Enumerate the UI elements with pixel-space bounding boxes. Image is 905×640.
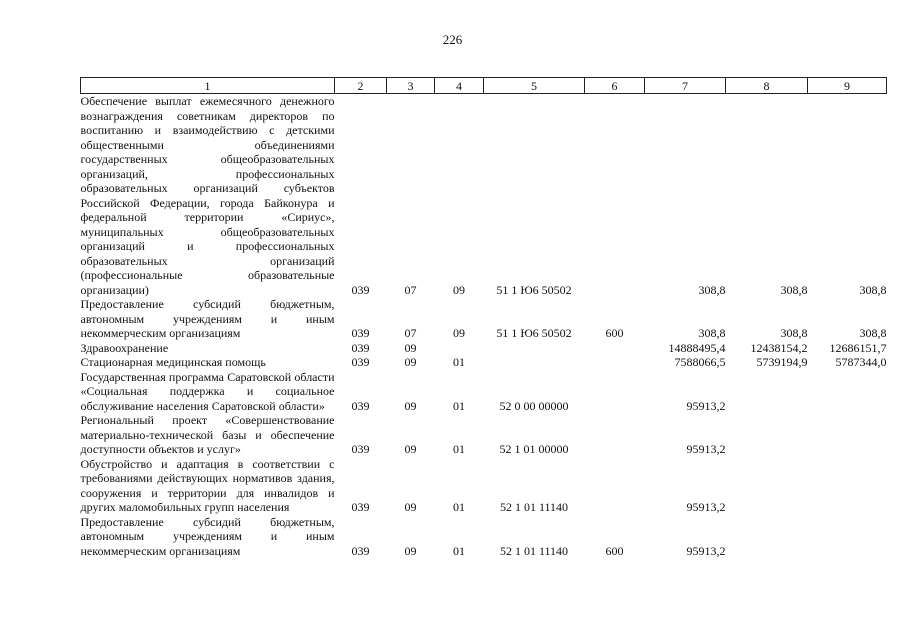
amount-year-1: 95913,2 [686, 500, 726, 514]
target-article-code: 52 1 01 11140 [499, 500, 569, 514]
amount-year-2 [726, 370, 808, 414]
ministry-code: 039 [351, 398, 370, 413]
target-article-code: 51 1 Ю6 50502 [496, 326, 572, 340]
table-row [81, 341, 887, 356]
amount-year-3 [808, 370, 887, 414]
subsection-code: 01 [453, 543, 465, 558]
page-number: 226 [442, 32, 463, 47]
amount-year-3 [808, 413, 887, 457]
target-article-code [484, 355, 585, 370]
section-code: 09 [404, 500, 417, 514]
ministry-code: 039 [351, 355, 370, 369]
expense-type-code: 600 [605, 543, 624, 558]
amount-year-3: 308,8 [859, 326, 887, 340]
subsection-code: 01 [453, 500, 465, 514]
ministry-code: 039 [351, 326, 370, 340]
amount-year-3: 5787344,0 [835, 355, 887, 369]
section-code: 07 [404, 282, 417, 297]
expense-type-code [585, 370, 645, 414]
row-name: Региональный проект «Совершенствование материально-технической базы и обеспечение доступности объектов и услуг» [80, 413, 335, 456]
table-row [81, 297, 887, 341]
expense-type-code [585, 413, 645, 457]
column-header: 3 [387, 78, 435, 94]
subsection-code: 09 [453, 282, 465, 297]
subsection-code: 01 [453, 442, 465, 456]
budget-table [80, 77, 887, 558]
target-article-code: 52 0 00 00000 [499, 398, 569, 413]
amount-year-3: 12686151,7 [829, 340, 887, 355]
amount-year-1: 95913,2 [686, 398, 726, 413]
column-header: 4 [435, 78, 484, 94]
ministry-code: 039 [351, 500, 370, 514]
target-article-code: 52 1 01 00000 [499, 442, 569, 456]
section-code: 09 [404, 398, 417, 413]
ministry-code: 039 [351, 442, 370, 456]
amount-year-2 [726, 413, 808, 457]
row-name: Предоставление субсидий бюджетным, автономным учреждениям и иным некоммерческим организациям [80, 297, 335, 340]
column-header: 8 [726, 78, 808, 94]
ministry-code: 039 [351, 340, 370, 355]
subsection-code: 01 [453, 398, 465, 413]
row-name: Обеспечение выплат ежемесячного денежного вознаграждения советникам директоров по воспитанию и взаимодействию с детскими общественными объединениями государственных общеобразовательных организаций, профессиональных образовательных организаций субъектов Российской Федерации, города Байконура и федеральной территории «Сириус», муниципальных общеобразовательных организаций и профессиональных образовательных организаций (профессиональные образовательные организации) [80, 94, 335, 297]
row-name: Предоставление субсидий бюджетным, автономным учреждениям и иным некоммерческим организациям [80, 514, 335, 558]
section-code: 09 [404, 543, 417, 558]
amount-year-1: 14888495,4 [668, 340, 726, 355]
amount-year-2: 308,8 [780, 282, 808, 297]
amount-year-3 [808, 515, 887, 559]
expense-type-code [585, 457, 645, 515]
amount-year-2: 12438154,2 [750, 340, 808, 355]
amount-year-1: 7588066,5 [674, 355, 726, 369]
row-name: Обустройство и адаптация в соответствии с требованиями действующих нормативов здания, сооружения и территории для инвалидов и других маломобильных групп населения [80, 456, 335, 514]
table-row [81, 457, 887, 515]
subsection-code: 09 [453, 326, 465, 340]
column-header: 2 [335, 78, 387, 94]
column-header: 7 [645, 78, 726, 94]
column-header: 1 [81, 78, 335, 94]
table-row [81, 370, 887, 414]
row-name: Здравоохранение [80, 340, 169, 355]
ministry-code: 039 [351, 543, 370, 558]
amount-year-1: 308,8 [698, 282, 726, 297]
expense-type-code [585, 355, 645, 370]
section-code: 09 [404, 355, 417, 369]
column-number-header [81, 78, 887, 94]
row-name: Стационарная медицинская помощь [80, 355, 266, 369]
subsection-code: 01 [453, 355, 465, 369]
amount-year-3 [808, 457, 887, 515]
expense-type-code [585, 94, 645, 298]
column-header: 6 [585, 78, 645, 94]
target-article-code: 52 1 01 11140 [499, 543, 569, 558]
amount-year-2: 5739194,9 [756, 355, 808, 369]
amount-year-2: 308,8 [780, 326, 808, 340]
row-name: Государственная программа Саратовской области «Социальная поддержка и социальное обслуживание населения Саратовской области» [80, 369, 335, 413]
column-header: 5 [484, 78, 585, 94]
expense-type-code [585, 341, 645, 356]
section-code: 09 [404, 442, 417, 456]
target-article-code [484, 341, 585, 356]
column-header: 9 [808, 78, 887, 94]
section-code: 09 [404, 340, 417, 355]
subsection-code [435, 341, 484, 356]
amount-year-3: 308,8 [859, 282, 887, 297]
expense-type-code: 600 [605, 326, 624, 340]
table-row [81, 413, 887, 457]
table-row [81, 515, 887, 559]
amount-year-2 [726, 457, 808, 515]
amount-year-2 [726, 515, 808, 559]
amount-year-1: 95913,2 [686, 543, 726, 558]
amount-year-1: 308,8 [698, 326, 726, 340]
amount-year-1: 95913,2 [686, 442, 726, 456]
table-row [81, 355, 887, 370]
section-code: 07 [404, 326, 417, 340]
target-article-code: 51 1 Ю6 50502 [496, 282, 572, 297]
ministry-code: 039 [351, 282, 370, 297]
table-row [81, 94, 887, 298]
